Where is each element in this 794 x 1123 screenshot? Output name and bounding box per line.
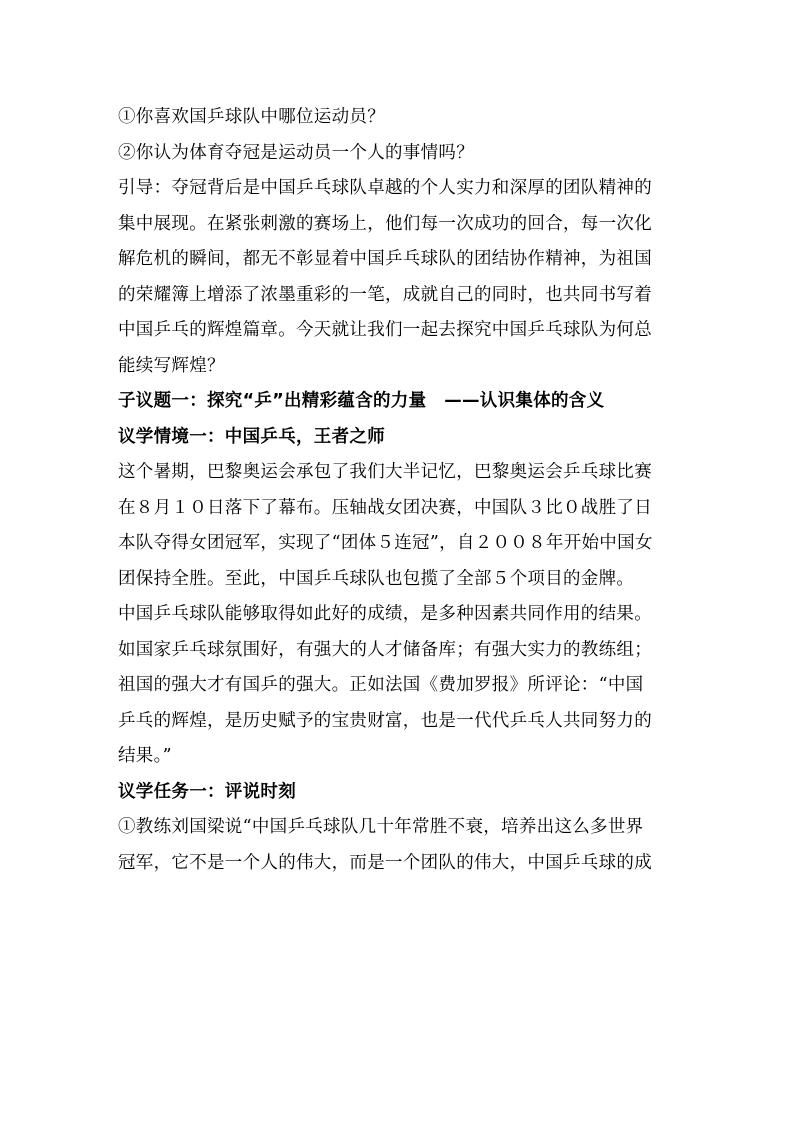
scenario-p1-line-4: 团保持全胜。至此，中国乒乓球队也包揽了全部５个项目的金牌。 bbox=[118, 568, 635, 589]
scenario-p1-line-2: 在８月１０日落下了幕布。压轴战女团决赛，中国队３比０战胜了日 bbox=[118, 497, 652, 518]
guide-line-6: 能续写辉煌？ bbox=[118, 355, 225, 376]
scenario-p2-line-4: 乒乓的辉煌，是历史赋予的宝贵财富，也是一代代乒乓人共同努力的 bbox=[118, 710, 652, 731]
question-2: ②你认为体育夺冠是运动员一个人的事情吗？ bbox=[118, 142, 474, 163]
task-line-2: 冠军，它不是一个人的伟大，而是一个团队的伟大，中国乒乓球的成 bbox=[118, 852, 652, 873]
scenario-p2-line-2: 如国家乒乓球氛围好，有强大的人才储备库；有强大实力的教练组； bbox=[118, 639, 652, 660]
scenario-p2-line-3: 祖国的强大才有国乒的强大。正如法国《费加罗报》所评论：“中国 bbox=[118, 675, 644, 695]
scenario-p1-line-3: 本队夺得女团冠军，实现了“团体５连冠”，自２００８年开始中国女 bbox=[118, 533, 653, 553]
task-heading: 议学任务一：评说时刻 bbox=[118, 781, 296, 802]
guide-line-2: 集中展现。在紧张刺激的赛场上，他们每一次成功的回合，每一次化 bbox=[118, 213, 652, 234]
scenario-p2-line-1: 中国乒乓球队能够取得如此好的成绩，是多种因素共同作用的结果。 bbox=[118, 604, 652, 624]
guide-line-3: 解危机的瞬间，都无不彰显着中国乒乓球队的团结协作精神，为祖国 bbox=[118, 249, 652, 269]
scenario-p1-line-1: 这个暑期，巴黎奥运会承包了我们大半记忆，巴黎奥运会乒乓球比赛 bbox=[118, 462, 652, 482]
guide-line-4: 的荣耀簿上增添了浓墨重彩的一笔，成就自己的同时，也共同书写着 bbox=[118, 284, 652, 305]
scenario-heading: 议学情境一：中国乒乓，王者之师 bbox=[118, 426, 385, 447]
task-line-1: ①教练刘国梁说“中国乒乓球队几十年常胜不衰，培养出这么多世界 bbox=[118, 817, 644, 837]
question-1: ①你喜欢国乒球队中哪位运动员？ bbox=[118, 107, 385, 127]
sub-topic-heading: 子议题一：探究“乒”出精彩蕴含的力量 ——认识集体的含义 bbox=[118, 391, 605, 411]
scenario-p2-line-5: 结果。” bbox=[118, 746, 172, 766]
guide-line-5: 中国乒乓的辉煌篇章。今天就让我们一起去探究中国乒乓球队为何总 bbox=[118, 320, 652, 340]
document-page bbox=[118, 100, 683, 881]
guide-line-1: 引导：夺冠背后是中国乒乓球队卓越的个人实力和深厚的团队精神的 bbox=[118, 178, 652, 198]
